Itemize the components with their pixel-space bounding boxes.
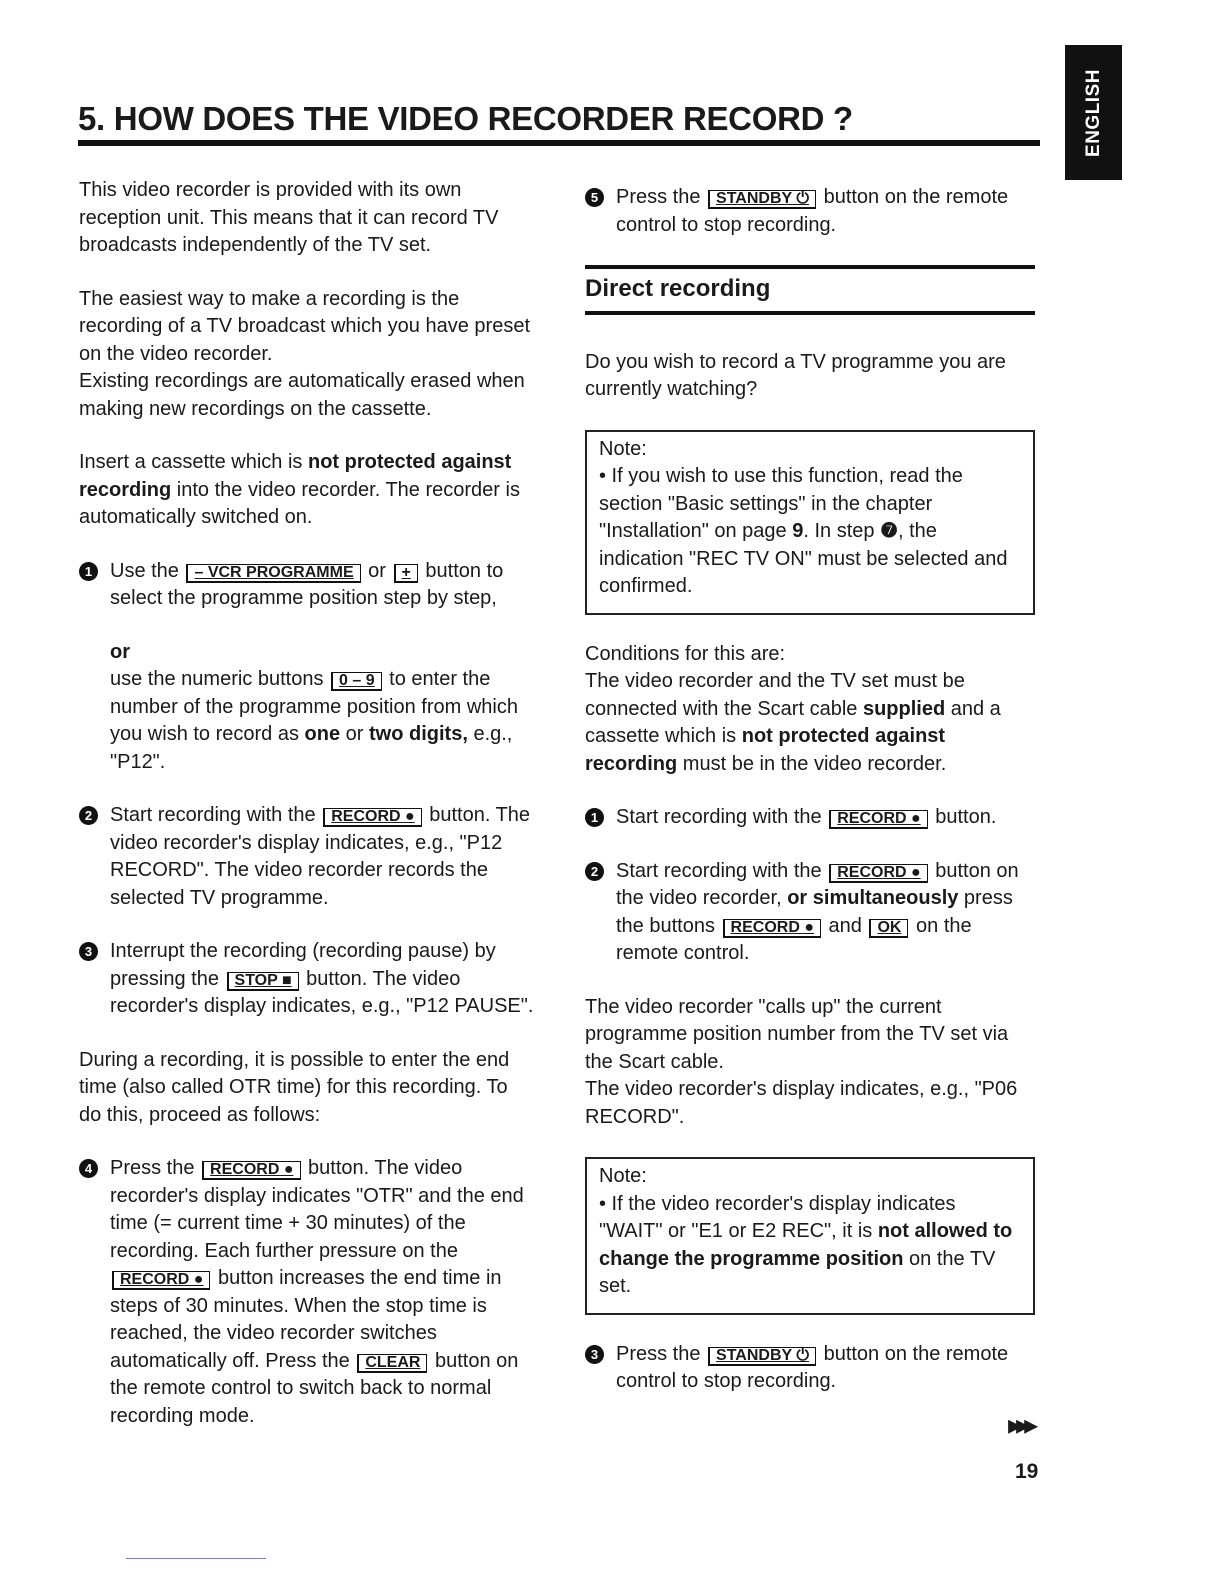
text: use the numeric buttons <box>110 668 330 690</box>
step-number-icon: 5 <box>585 188 604 207</box>
text: on the remote control. <box>616 914 972 964</box>
text: and <box>822 914 868 937</box>
remote-key-label: STANDBY ⏻ <box>708 190 816 209</box>
bold-text: not protected against recording <box>585 725 946 775</box>
paragraph <box>585 994 1035 1132</box>
bold-text: two digits, <box>369 723 468 745</box>
page-number: 19 <box>1015 1460 1039 1483</box>
text: Insert a cassette which is <box>79 451 308 473</box>
step-item <box>79 938 534 1021</box>
paragraph <box>585 641 1035 779</box>
section-heading <box>585 265 1035 315</box>
title-rule <box>78 140 1040 146</box>
text: Start recording with the <box>616 806 828 828</box>
step-item <box>585 184 1035 239</box>
text: Direct recording <box>585 275 771 302</box>
paragraph <box>79 1047 534 1130</box>
text: must be in the video recorder. <box>677 752 947 775</box>
continue-arrows-icon: ▸▸▸ <box>1008 1409 1033 1440</box>
text: into the video recorder. The recorder is automatically switched on. <box>79 478 520 528</box>
remote-key-label: STANDBY ⏻ <box>708 1347 816 1366</box>
text: button. <box>929 806 997 828</box>
text: Do you wish to record a TV programme you are currently watching? <box>585 350 1006 400</box>
paragraph <box>79 449 534 532</box>
step-item <box>585 858 1035 968</box>
text: and a cassette which is <box>585 697 1001 747</box>
paragraph <box>79 286 534 369</box>
step-item <box>79 802 534 912</box>
step-number-icon: 3 <box>585 1345 604 1364</box>
step-number-icon: 1 <box>79 562 98 581</box>
remote-key-label: RECORD ● <box>829 810 927 829</box>
text: press the buttons <box>616 887 1013 937</box>
text: Start recording with the <box>616 859 828 882</box>
step-number-icon: 2 <box>79 806 98 825</box>
bold-text: or <box>110 640 130 663</box>
left-column <box>79 177 534 1456</box>
remote-key-label: CLEAR <box>357 1354 427 1373</box>
remote-key-label: RECORD ● <box>202 1161 300 1180</box>
text: to enter the number of the programme position from which you wish to record as <box>110 668 518 745</box>
text: button on the remote control to stop recording. <box>616 186 1009 236</box>
paragraph <box>79 666 534 776</box>
bold-text: not protected against recording <box>79 451 512 501</box>
step-item <box>79 558 534 613</box>
step-item <box>79 1155 534 1430</box>
text: button. The video recorder's display indicates, e.g., "P12 RECORD". The video recorder records the selected TV programme. <box>110 804 531 909</box>
text: This video recorder is provided with its own reception unit. This means that it can record TV broadcasts independently of the TV set. <box>79 179 499 256</box>
text: During a recording, it is possible to enter the end time (also called OTR time) for this recording. To do this, proceed as follows: <box>79 1048 510 1126</box>
bold-text: or simultaneously <box>787 887 959 909</box>
text: The easiest way to make a recording is the recording of a TV broadcast which you have preset on the video recorder. <box>79 287 530 365</box>
text: Note: • If the video recorder's display indicates "WAIT" or "E1 or E2 REC", it is <box>599 1165 956 1242</box>
text: . In step <box>803 520 881 542</box>
text: Existing recordings are automatically erased when making new recordings on the cassette. <box>79 370 525 420</box>
text: e.g., "P12". <box>110 723 513 773</box>
text: button on the video recorder, <box>616 859 1019 909</box>
remote-key-label: OK <box>869 919 908 938</box>
paragraph <box>79 639 534 667</box>
remote-key-label: RECORD ● <box>723 919 821 938</box>
text: , the indication "REC TV ON" must be selected and confirmed. <box>599 520 1008 597</box>
paragraph <box>585 349 1035 404</box>
bold-text: not allowed to change the programme position <box>599 1220 1013 1270</box>
text: or <box>340 723 369 745</box>
step-number-icon: 4 <box>79 1159 98 1178</box>
text: Press the <box>616 186 707 208</box>
step-item <box>585 1341 1035 1396</box>
note-box <box>585 1157 1035 1315</box>
remote-key-label: STOP ■ <box>227 972 299 991</box>
text: Press the <box>616 1342 707 1365</box>
text: Press the <box>110 1157 201 1179</box>
footer-line <box>126 1558 266 1559</box>
text: Conditions for this are: The video recorder and the TV set must be connected with the Scart cable <box>585 642 965 720</box>
text: Note: • If you wish to use this function, read the section "Basic settings" in the chapter "Installation" on page <box>599 437 963 542</box>
bold-text: supplied <box>862 697 946 720</box>
text: Use the <box>110 559 185 582</box>
paragraph <box>79 177 534 260</box>
text: on the TV set. <box>599 1247 996 1297</box>
step-number-icon: 2 <box>585 862 604 881</box>
text: Start recording with the <box>110 804 322 826</box>
language-tab-label: ENGLISH <box>1082 68 1104 157</box>
text: button to select the programme position step by step, <box>110 559 504 609</box>
text: Interrupt the recording (recording pause) by pressing the <box>110 940 496 990</box>
bold-text: ❼ <box>880 520 899 542</box>
remote-key-label: 0 – 9 <box>331 672 382 691</box>
remote-key-label: RECORD ● <box>112 1271 210 1290</box>
paragraph <box>79 368 534 423</box>
step-number-icon: 1 <box>585 808 604 827</box>
text: button on the remote control to switch back to normal recording mode. <box>110 1349 519 1427</box>
page-title: 5. HOW DOES THE VIDEO RECORDER RECORD ? <box>78 100 853 137</box>
text: or <box>362 559 392 582</box>
remote-key-label: RECORD ● <box>829 864 927 883</box>
remote-key-label: + <box>394 564 418 583</box>
text: button on the remote control to stop recording. <box>616 1342 1009 1392</box>
text: button increases the end time in steps of 30 minutes. When the stop time is reached, the video recorder switches automatically off. Press the <box>110 1267 502 1372</box>
text: The video recorder "calls up" the current programme position number from the TV set via the Scart cable. The video recorder's display indicates, e.g., "P06 RECORD". <box>585 995 1018 1128</box>
note-box <box>585 430 1035 615</box>
bold-text: one <box>304 723 341 745</box>
right-column <box>585 184 1035 1422</box>
bold-text: 9 <box>792 520 804 542</box>
step-number-icon: 3 <box>79 942 98 961</box>
language-tab <box>1065 45 1122 180</box>
remote-key-label: – VCR PROGRAMME <box>186 564 360 583</box>
text: button. The video recorder's display indicates, e.g., "P12 PAUSE". <box>110 967 534 1017</box>
step-item <box>585 804 1035 832</box>
remote-key-label: RECORD ● <box>323 808 421 827</box>
text: button. The video recorder's display indicates "OTR" and the end time (= current time + 30 minutes) of the recording. Each further pressure on the <box>110 1157 524 1262</box>
